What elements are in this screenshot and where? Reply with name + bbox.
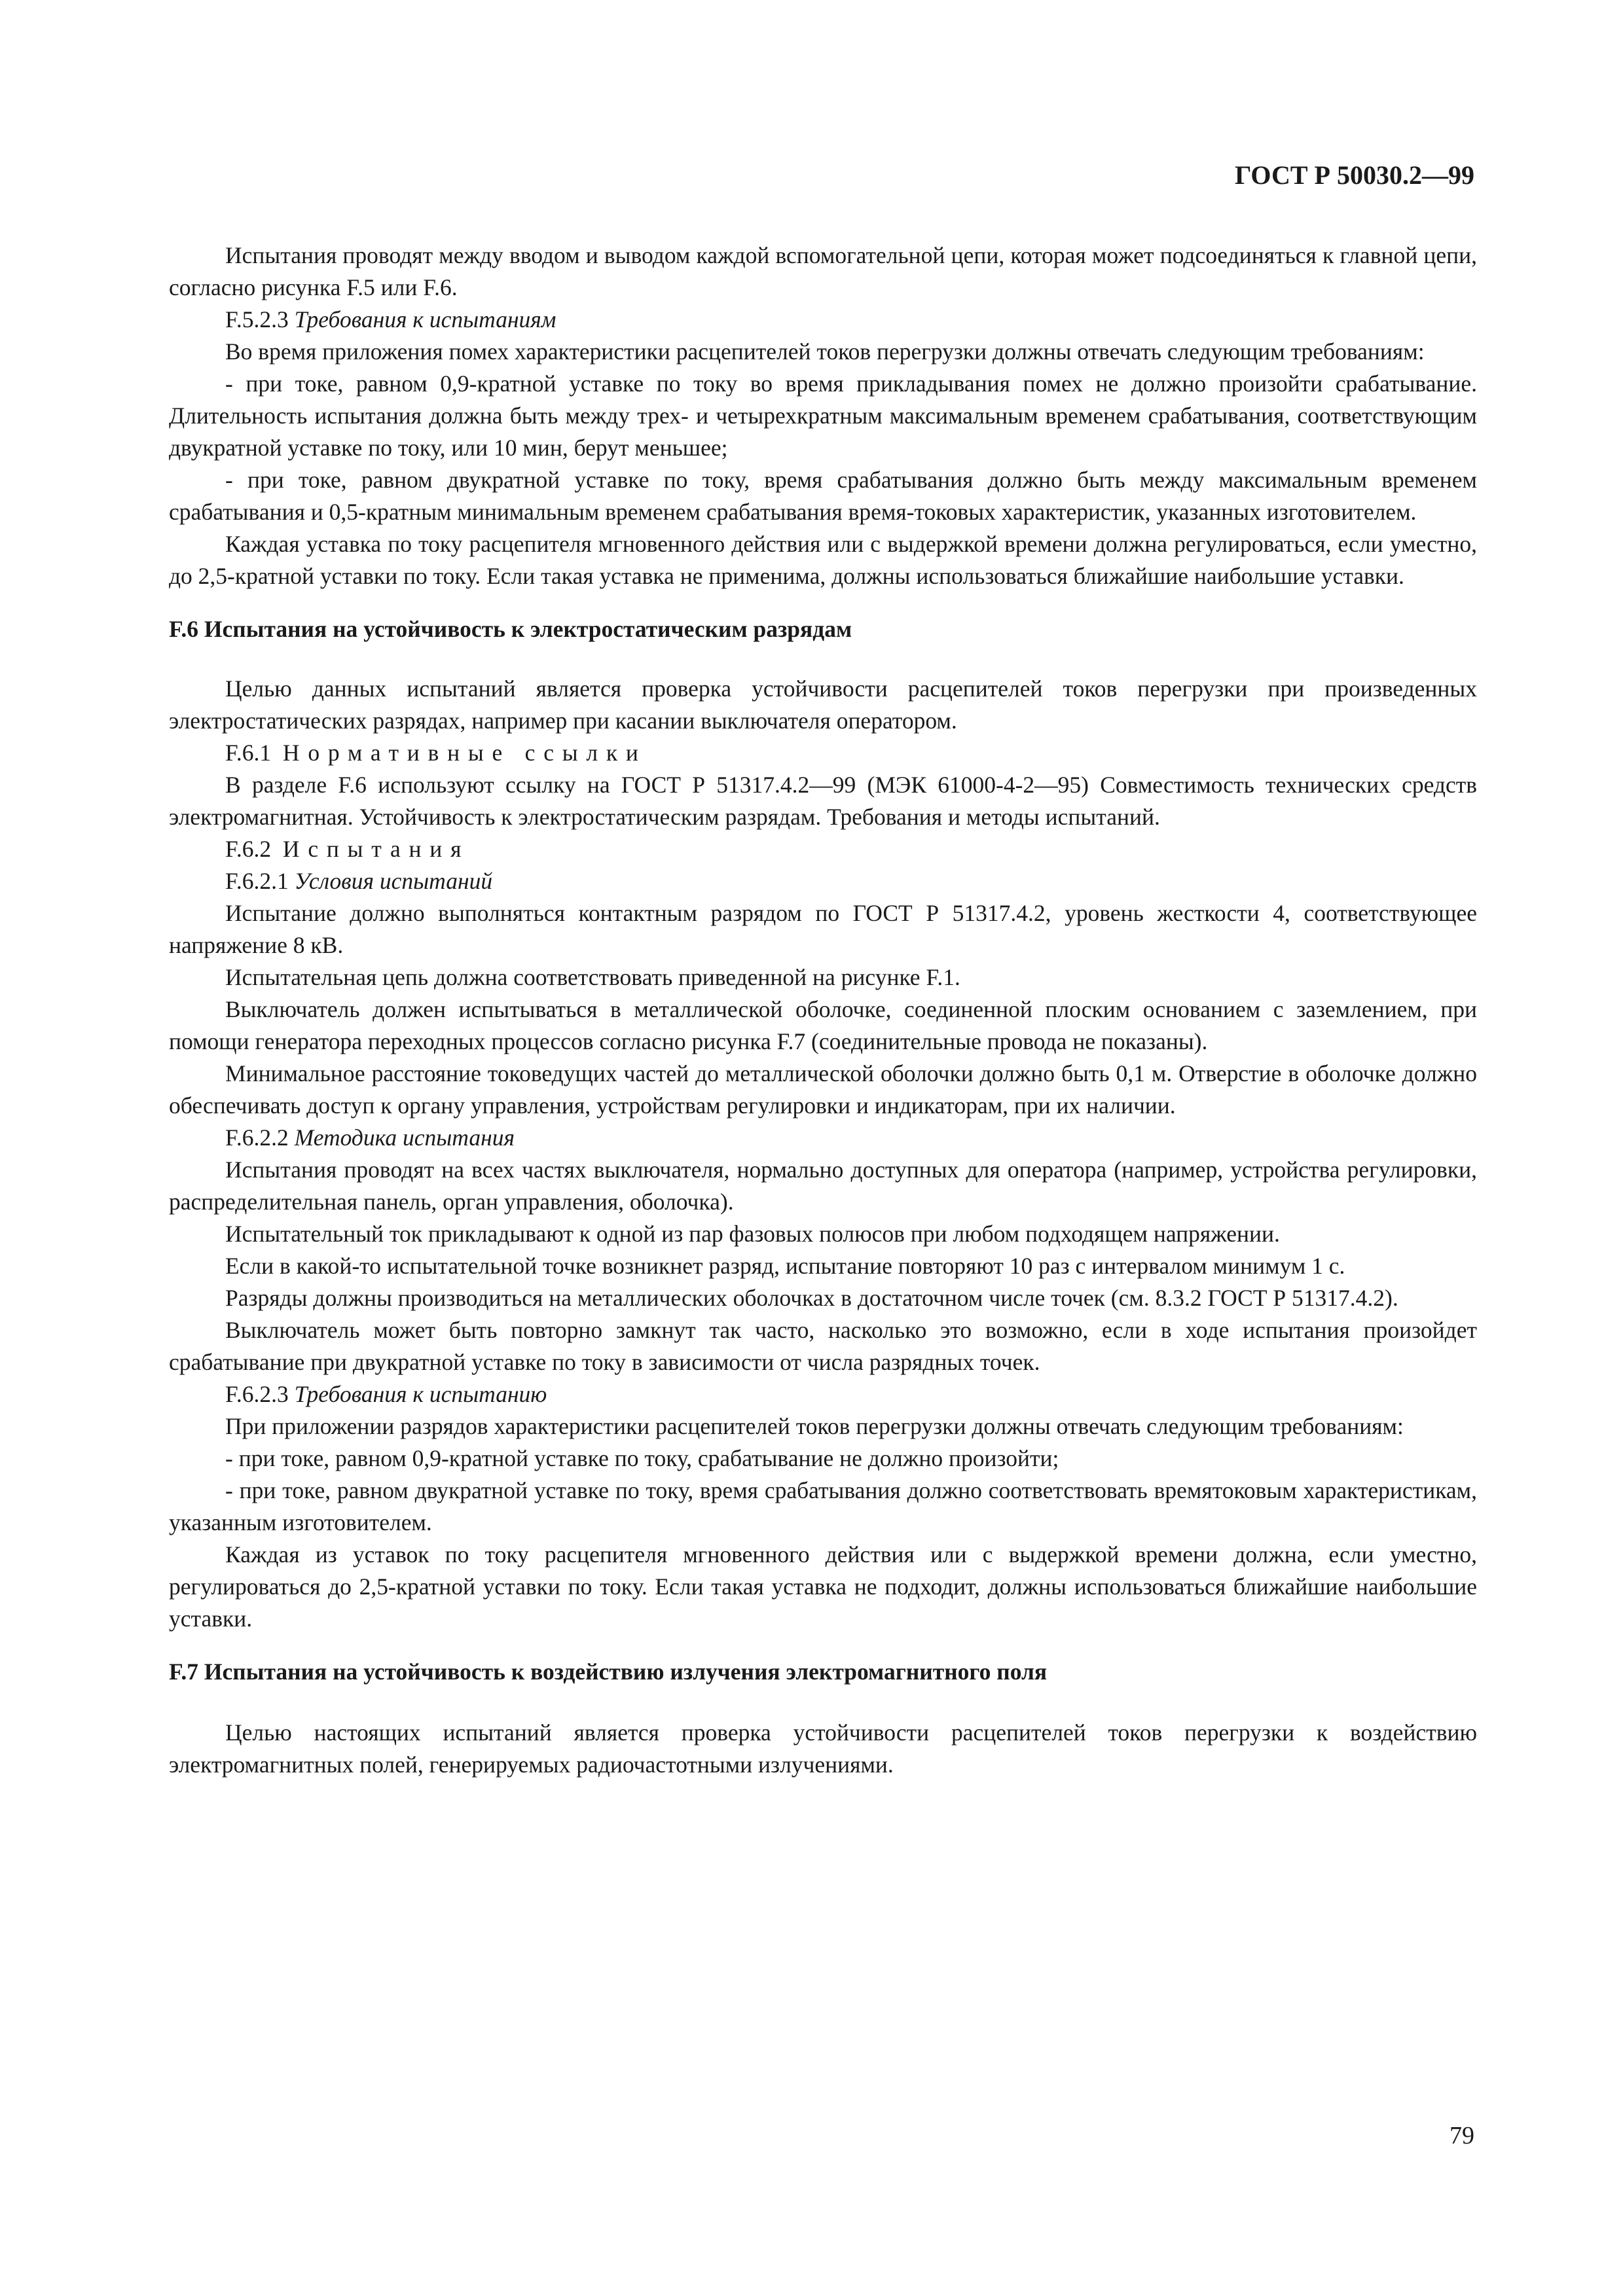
paragraph: Каждая из уставок по току расцепителя мгновенного действия или с выдержкой времени должна, если уместно, регулироваться до 2,5-кратной уставки по току. Если такая уставка не подходит, должны использоваться ближайшие наибольшие уставки. [169, 1541, 1477, 1632]
paragraph: Испытание должно выполняться контактным разрядом по ГОСТ Р 51317.4.2, уровень жесткости 4, соответствующее напряжение 8 кВ. [169, 900, 1477, 958]
subsection-number: F.5.2.3 [225, 306, 289, 332]
paragraph: - при токе, равном двукратной уставке по току, время срабатывания должно соответствовать времятоковым характеристикам, указанным изготовителем. [169, 1477, 1477, 1535]
subsection-title: Методика испытания [294, 1124, 515, 1151]
paragraph: - при токе, равном 0,9-кратной уставке по току, срабатывание не должно произойти; [225, 1445, 1059, 1471]
paragraph: - при токе, равном 0,9-кратной уставке по току во время прикладывания помех не должно произойти срабатывание. Длительность испытания должна быть между трех- и четырехкратным максимальным временем срабатывания, соответствующим двукратной уставке по току, или 10 мин, берут меньшее; [169, 370, 1477, 461]
paragraph: Испытания проводят на всех частях выключателя, нормально доступных для оператора (например, устройства регулировки, распределительная панель, орган управления, оболочка). [169, 1157, 1477, 1215]
subsection-title: Требования к испытаниям [294, 306, 556, 332]
subsection-number: F.6.2.2 [225, 1124, 289, 1151]
subsection-number: F.6.1 [225, 740, 272, 766]
paragraph: Каждая уставка по току расцепителя мгновенного действия или с выдержкой времени должна регулироваться, если уместно, до 2,5-кратной уставки по току. Если такая уставка не применима, должны использоваться ближайшие наибольшие уставки. [169, 531, 1477, 589]
subsection-f623 [169, 1378, 1477, 1410]
subsection-f61 [169, 737, 1477, 769]
paragraph: При приложении разрядов характеристики расцепителей токов перегрузки должны отвечать следующим требованиям: [225, 1413, 1404, 1439]
subsection-f621 [169, 865, 1477, 897]
subsection-title: Условия испытаний [294, 868, 493, 894]
section-heading-f7: F.7 Испытания на устойчивость к воздействию излучения электромагнитного поля [169, 1659, 1048, 1685]
paragraph: - при токе, равном двукратной уставке по току, время срабатывания должно быть между максимальным временем срабатывания и 0,5-кратным минимальным временем срабатывания время-токовых характеристик, указанных изготовителем. [169, 467, 1477, 525]
subsection-title: Испытания [282, 836, 470, 862]
paragraph: Если в какой-то испытательной точке возникнет разряд, испытание повторяют 10 раз с интервалом минимум 1 с. [225, 1253, 1345, 1279]
page-body [169, 240, 1477, 1781]
paragraph: Минимальное расстояние токоведущих частей до металлической оболочки должно быть 0,1 м. Отверстие в оболочке должно обеспечивать доступ к органу управления, устройствам регулировки и индикаторам, при их наличии. [169, 1060, 1477, 1119]
running-header: ГОСТ Р 50030.2—99 [1234, 160, 1474, 190]
paragraph: Целью данных испытаний является проверка устойчивости расцепителей токов перегрузки при произведенных электростатических разрядах, например при касании выключателя оператором. [169, 675, 1477, 734]
paragraph: Выключатель должен испытываться в металлической оболочке, соединенной плоским основанием с заземлением, при помощи генератора переходных процессов согласно рисунка F.7 (соединительные провода не показаны). [169, 996, 1477, 1054]
subsection-number: F.6.2 [225, 836, 272, 862]
paragraph: Во время приложения помех характеристики расцепителей токов перегрузки должны отвечать следующим требованиям: [225, 338, 1425, 365]
paragraph: В разделе F.6 используют ссылку на ГОСТ Р 51317.4.2—99 (МЭК 61000-4-2—95) Совместимость технических средств электромагнитная. Устойчивость к электростатическим разрядам. Требования и методы испытаний. [169, 772, 1477, 830]
paragraph: Разряды должны производиться на металлических оболочках в достаточном числе точек (см. 8.3.2 ГОСТ Р 51317.4.2). [225, 1285, 1398, 1311]
subsection-number: F.6.2.3 [225, 1381, 289, 1407]
section-heading-f6: F.6 Испытания на устойчивость к электростатическим разрядам [169, 616, 852, 642]
page-number: 79 [1450, 2122, 1474, 2149]
subsection-title: Нормативные ссылки [282, 740, 647, 766]
subsection-f523 [169, 304, 1477, 336]
paragraph: Испытательный ток прикладывают к одной из пар фазовых полюсов при любом подходящем напряжении. [225, 1221, 1280, 1247]
subsection-f62 [169, 833, 1477, 865]
paragraph: Выключатель может быть повторно замкнут так часто, насколько это возможно, если в ходе испытания произойдет срабатывание при двукратной уставке по току в зависимости от числа разрядных точек. [169, 1317, 1477, 1375]
subsection-number: F.6.2.1 [225, 868, 289, 894]
paragraph: Испытательная цепь должна соответствовать приведенной на рисунке F.1. [225, 964, 960, 990]
subsection-title: Требования к испытанию [294, 1381, 547, 1407]
subsection-f622 [169, 1122, 1477, 1154]
paragraph: Испытания проводят между вводом и выводом каждой вспомогательной цепи, которая может подсоединяться к главной цепи, согласно рисунка F.5 или F.6. [169, 242, 1477, 300]
paragraph: Целью настоящих испытаний является проверка устойчивости расцепителей токов перегрузки к воздействию электромагнитных полей, генерируемых радиочастотными излучениями. [169, 1719, 1477, 1778]
